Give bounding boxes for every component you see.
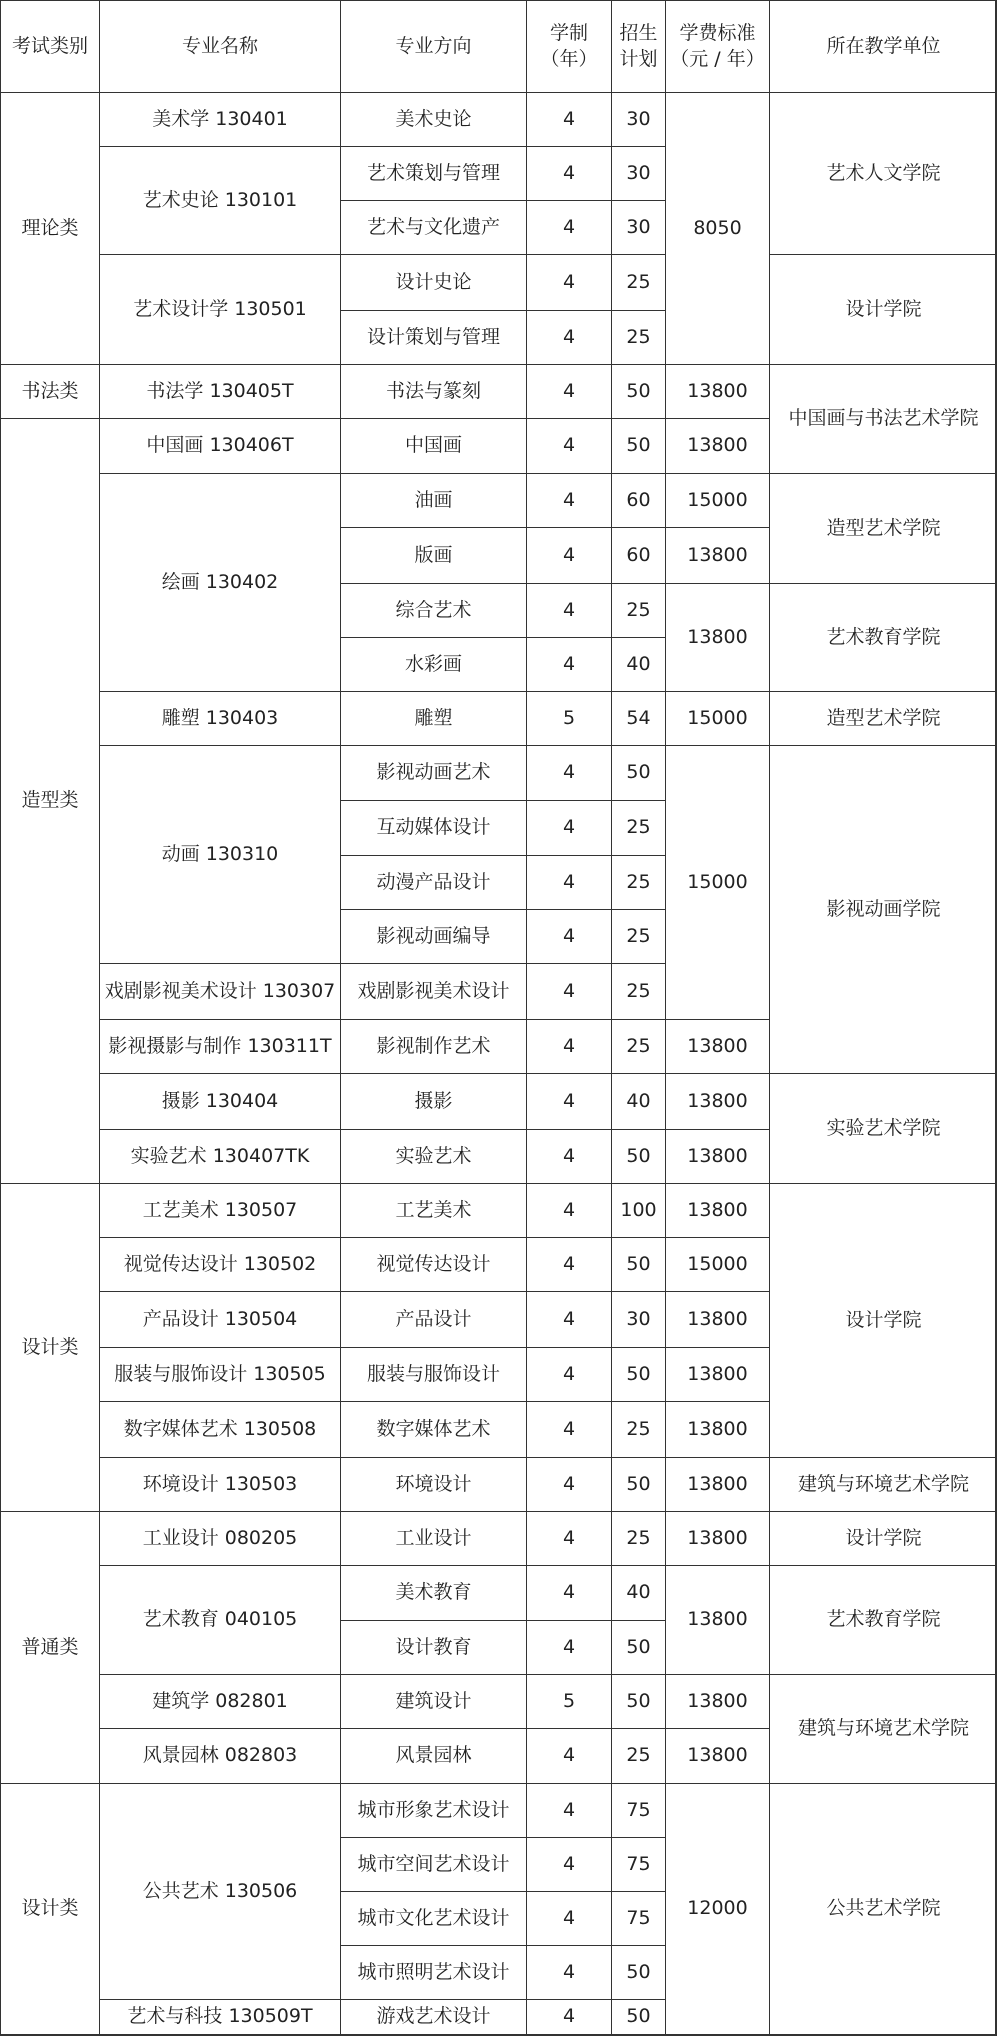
header-major: 专业名称 <box>99 0 340 92</box>
direction-cell: 影视动画编导 <box>340 909 526 963</box>
direction-cell: 城市文化艺术设计 <box>340 1891 526 1945</box>
category-cell: 设计类 <box>0 1183 99 1511</box>
direction-cell: 设计史论 <box>340 254 526 310</box>
quota-cell: 75 <box>611 1837 665 1891</box>
years-cell: 4 <box>526 963 611 1019</box>
major-cell: 风景园林 082803 <box>99 1728 340 1783</box>
header-direction: 专业方向 <box>340 0 526 92</box>
direction-cell: 摄影 <box>340 1073 526 1129</box>
quota-cell: 30 <box>611 1291 665 1347</box>
quota-cell: 25 <box>611 909 665 963</box>
years-cell: 4 <box>526 1401 611 1457</box>
years-cell: 4 <box>526 1019 611 1073</box>
direction-cell: 艺术与文化遗产 <box>340 200 526 254</box>
unit-cell: 中国画与书法艺术学院 <box>769 364 997 473</box>
years-cell: 4 <box>526 92 611 146</box>
fee-cell: 13800 <box>665 418 769 473</box>
direction-cell: 美术史论 <box>340 92 526 146</box>
header-quota <box>611 0 665 92</box>
direction-cell: 艺术策划与管理 <box>340 146 526 200</box>
major-cell: 服装与服饰设计 130505 <box>99 1347 340 1401</box>
quota-cell: 100 <box>611 1183 665 1237</box>
years-cell: 4 <box>526 583 611 637</box>
unit-cell: 艺术教育学院 <box>769 1565 997 1674</box>
direction-cell: 实验艺术 <box>340 1129 526 1183</box>
years-cell: 4 <box>526 1620 611 1674</box>
direction-cell: 城市照明艺术设计 <box>340 1945 526 1999</box>
major-cell: 影视摄影与制作 130311T <box>99 1019 340 1073</box>
fee-cell: 13800 <box>665 364 769 418</box>
direction-cell: 版画 <box>340 527 526 583</box>
fee-cell: 13800 <box>665 1347 769 1401</box>
major-cell: 建筑学 082801 <box>99 1674 340 1728</box>
quota-cell: 25 <box>611 855 665 909</box>
fee-cell: 13800 <box>665 1291 769 1347</box>
unit-cell: 建筑与环境艺术学院 <box>769 1674 997 1783</box>
direction-cell: 影视动画艺术 <box>340 745 526 800</box>
major-cell: 工艺美术 130507 <box>99 1183 340 1237</box>
years-cell: 4 <box>526 1837 611 1891</box>
quota-cell: 60 <box>611 473 665 527</box>
direction-cell: 环境设计 <box>340 1457 526 1511</box>
quota-cell: 40 <box>611 637 665 691</box>
years-cell: 4 <box>526 473 611 527</box>
years-cell: 4 <box>526 254 611 310</box>
years-cell: 4 <box>526 1073 611 1129</box>
years-cell: 4 <box>526 637 611 691</box>
fee-cell: 13800 <box>665 527 769 583</box>
major-cell: 中国画 130406T <box>99 418 340 473</box>
unit-cell: 设计学院 <box>769 1511 997 1565</box>
years-cell: 4 <box>526 1511 611 1565</box>
direction-cell: 风景园林 <box>340 1728 526 1783</box>
table-border-bottom <box>0 2034 997 2036</box>
header-unit: 所在教学单位 <box>769 0 997 92</box>
category-cell: 理论类 <box>0 92 99 364</box>
header-fee-line-1: 学费标准 <box>679 21 756 44</box>
quota-cell: 50 <box>611 1999 665 2034</box>
major-cell: 视觉传达设计 130502 <box>99 1237 340 1291</box>
major-cell: 摄影 130404 <box>99 1073 340 1129</box>
direction-cell: 游戏艺术设计 <box>340 1999 526 2034</box>
fee-cell: 13800 <box>665 1129 769 1183</box>
direction-cell: 雕塑 <box>340 691 526 745</box>
quota-cell: 25 <box>611 800 665 855</box>
direction-cell: 戏剧影视美术设计 <box>340 963 526 1019</box>
years-cell: 4 <box>526 418 611 473</box>
header-fee <box>665 0 769 92</box>
major-cell: 动画 130310 <box>99 745 340 963</box>
fee-cell: 13800 <box>665 1073 769 1129</box>
direction-cell: 互动媒体设计 <box>340 800 526 855</box>
quota-cell: 54 <box>611 691 665 745</box>
unit-cell: 设计学院 <box>769 254 997 364</box>
category-cell: 造型类 <box>0 418 99 1183</box>
unit-cell: 影视动画学院 <box>769 745 997 1073</box>
direction-cell: 动漫产品设计 <box>340 855 526 909</box>
quota-cell: 25 <box>611 1728 665 1783</box>
quota-cell: 25 <box>611 583 665 637</box>
fee-cell: 8050 <box>665 92 769 364</box>
header-years-line-2: （年） <box>540 47 598 70</box>
major-cell: 雕塑 130403 <box>99 691 340 745</box>
years-cell: 4 <box>526 364 611 418</box>
major-cell: 艺术史论 130101 <box>99 146 340 254</box>
major-cell: 书法学 130405T <box>99 364 340 418</box>
quota-cell: 50 <box>611 745 665 800</box>
quota-cell: 30 <box>611 92 665 146</box>
unit-cell: 艺术教育学院 <box>769 583 997 691</box>
direction-cell: 设计策划与管理 <box>340 310 526 364</box>
direction-cell: 工艺美术 <box>340 1183 526 1237</box>
direction-cell: 数字媒体艺术 <box>340 1401 526 1457</box>
table-border-right <box>995 0 997 2036</box>
major-cell: 工业设计 080205 <box>99 1511 340 1565</box>
years-cell: 4 <box>526 1183 611 1237</box>
fee-cell: 13800 <box>665 1728 769 1783</box>
direction-cell: 服装与服饰设计 <box>340 1347 526 1401</box>
major-cell: 产品设计 130504 <box>99 1291 340 1347</box>
years-cell: 4 <box>526 909 611 963</box>
fee-cell: 13800 <box>665 1674 769 1728</box>
direction-cell: 综合艺术 <box>340 583 526 637</box>
quota-cell: 75 <box>611 1891 665 1945</box>
unit-cell: 造型艺术学院 <box>769 691 997 745</box>
years-cell: 4 <box>526 855 611 909</box>
years-cell: 4 <box>526 1565 611 1620</box>
quota-cell: 50 <box>611 1674 665 1728</box>
major-cell: 艺术设计学 130501 <box>99 254 340 364</box>
major-cell: 公共艺术 130506 <box>99 1783 340 1999</box>
header-quota-line-1: 招生 <box>619 21 658 44</box>
direction-cell: 工业设计 <box>340 1511 526 1565</box>
header-years <box>526 0 611 92</box>
quota-cell: 25 <box>611 1019 665 1073</box>
quota-cell: 50 <box>611 1347 665 1401</box>
major-cell: 美术学 130401 <box>99 92 340 146</box>
fee-cell: 13800 <box>665 583 769 691</box>
major-cell: 绘画 130402 <box>99 473 340 691</box>
quota-cell: 40 <box>611 1073 665 1129</box>
header-fee-line-2: （元 / 年） <box>670 47 765 70</box>
direction-cell: 城市形象艺术设计 <box>340 1783 526 1837</box>
quota-cell: 50 <box>611 418 665 473</box>
header-years-line-1: 学制 <box>549 21 588 44</box>
years-cell: 4 <box>526 310 611 364</box>
fee-cell: 15000 <box>665 691 769 745</box>
direction-cell: 美术教育 <box>340 1565 526 1620</box>
major-cell: 实验艺术 130407TK <box>99 1129 340 1183</box>
unit-cell: 实验艺术学院 <box>769 1073 997 1183</box>
quota-cell: 25 <box>611 1401 665 1457</box>
fee-cell: 13800 <box>665 1019 769 1073</box>
direction-cell: 设计教育 <box>340 1620 526 1674</box>
quota-cell: 60 <box>611 527 665 583</box>
major-cell: 数字媒体艺术 130508 <box>99 1401 340 1457</box>
fee-cell: 13800 <box>665 1565 769 1674</box>
years-cell: 4 <box>526 1457 611 1511</box>
unit-cell: 造型艺术学院 <box>769 473 997 583</box>
quota-cell: 25 <box>611 963 665 1019</box>
years-cell: 4 <box>526 1347 611 1401</box>
quota-cell: 25 <box>611 310 665 364</box>
quota-cell: 40 <box>611 1565 665 1620</box>
quota-cell: 50 <box>611 1237 665 1291</box>
quota-cell: 50 <box>611 1457 665 1511</box>
years-cell: 5 <box>526 691 611 745</box>
unit-cell: 设计学院 <box>769 1183 997 1457</box>
major-cell: 艺术与科技 130509T <box>99 1999 340 2034</box>
quota-cell: 50 <box>611 1129 665 1183</box>
direction-cell: 油画 <box>340 473 526 527</box>
years-cell: 4 <box>526 527 611 583</box>
years-cell: 4 <box>526 1783 611 1837</box>
category-cell: 设计类 <box>0 1783 99 2034</box>
quota-cell: 30 <box>611 146 665 200</box>
fee-cell: 12000 <box>665 1783 769 2034</box>
quota-cell: 50 <box>611 1945 665 1999</box>
fee-cell: 13800 <box>665 1183 769 1237</box>
years-cell: 4 <box>526 745 611 800</box>
fee-cell: 15000 <box>665 473 769 527</box>
years-cell: 4 <box>526 200 611 254</box>
fee-cell: 15000 <box>665 1237 769 1291</box>
years-cell: 4 <box>526 1291 611 1347</box>
header-quota-line-2: 计划 <box>619 47 658 70</box>
years-cell: 4 <box>526 146 611 200</box>
years-cell: 4 <box>526 1129 611 1183</box>
header-category: 考试类别 <box>0 0 99 92</box>
years-cell: 5 <box>526 1674 611 1728</box>
unit-cell: 建筑与环境艺术学院 <box>769 1457 997 1511</box>
years-cell: 4 <box>526 1945 611 1999</box>
direction-cell: 建筑设计 <box>340 1674 526 1728</box>
major-cell: 戏剧影视美术设计 130307 <box>99 963 340 1019</box>
direction-cell: 产品设计 <box>340 1291 526 1347</box>
years-cell: 4 <box>526 1237 611 1291</box>
fee-cell: 13800 <box>665 1511 769 1565</box>
quota-cell: 50 <box>611 1620 665 1674</box>
unit-cell: 艺术人文学院 <box>769 92 997 254</box>
years-cell: 4 <box>526 1728 611 1783</box>
direction-cell: 影视制作艺术 <box>340 1019 526 1073</box>
quota-cell: 25 <box>611 1511 665 1565</box>
fee-cell: 13800 <box>665 1457 769 1511</box>
years-cell: 4 <box>526 1891 611 1945</box>
major-cell: 环境设计 130503 <box>99 1457 340 1511</box>
quota-cell: 25 <box>611 254 665 310</box>
unit-cell: 公共艺术学院 <box>769 1783 997 2034</box>
direction-cell: 书法与篆刻 <box>340 364 526 418</box>
fee-cell: 13800 <box>665 1401 769 1457</box>
years-cell: 4 <box>526 1999 611 2034</box>
quota-cell: 50 <box>611 364 665 418</box>
quota-cell: 30 <box>611 200 665 254</box>
direction-cell: 城市空间艺术设计 <box>340 1837 526 1891</box>
fee-cell: 15000 <box>665 745 769 1019</box>
major-cell: 艺术教育 040105 <box>99 1565 340 1674</box>
category-cell: 书法类 <box>0 364 99 418</box>
direction-cell: 视觉传达设计 <box>340 1237 526 1291</box>
quota-cell: 75 <box>611 1783 665 1837</box>
category-cell: 普通类 <box>0 1511 99 1783</box>
direction-cell: 中国画 <box>340 418 526 473</box>
direction-cell: 水彩画 <box>340 637 526 691</box>
years-cell: 4 <box>526 800 611 855</box>
